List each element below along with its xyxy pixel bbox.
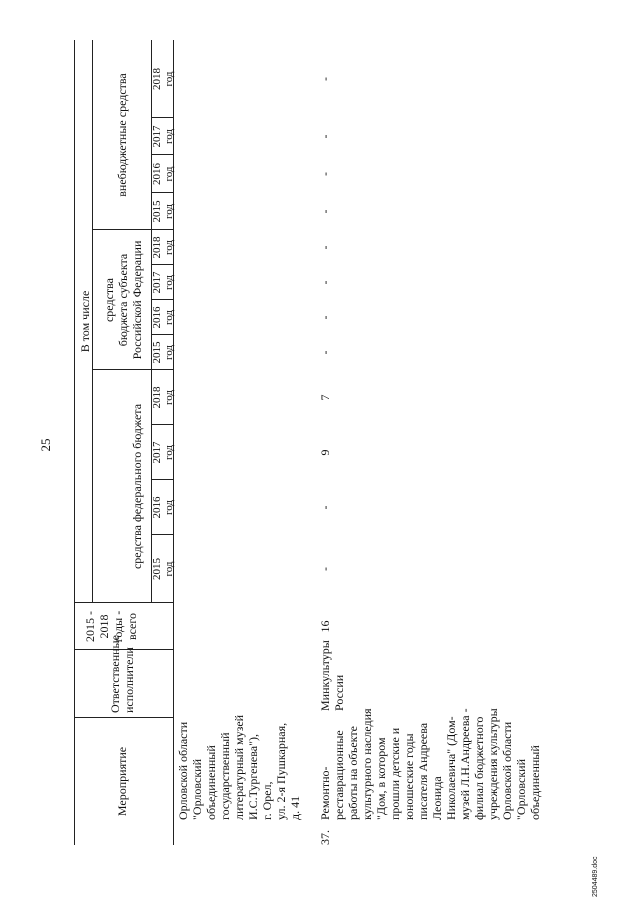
header-executors: Ответственные исполнители <box>108 635 136 713</box>
header-federal: средства федерального бюджета <box>130 403 144 570</box>
header-extrabudget: внебюджетные средства <box>115 73 129 197</box>
rotated-page: 25 Мероприятие Ответственные исполнители 2015 - 2018 годы - всего В том числе средства федерального бюджета средства бюджета субъекта Российской Федерации внебюджетные средства 2015 год 2016 год 2017 год 2018 год 2015 год 2016 год 2017 год 2018 год 2015 год 2016 год 2017 год 2018 год Орловской области "Орловский объединенный государственный литературный музей И.С.Тургенева"), г. Орел, ул. 2-я Пушкарная, д. 41 37. Ремонтно- реставрационные работы на объекте культурного наследия "Дом, в котором прошли детские и юношеские годы писателя Андреева Леонида Николаевича" (Дом- музей Л.Н.Андреева - филиал бюджетного учреждения культуры Орловской области "Орловский объединенный Минкультуры России 16 - - 9 7 - - - - - - - - 2504489.doc <box>0 0 640 905</box>
row37-total: 16 <box>318 620 332 633</box>
page-number: 25 <box>38 438 53 452</box>
row-number: 37. <box>318 830 332 845</box>
footer-code: 2504489.doc <box>592 856 599 897</box>
header-event: Мероприятие <box>115 746 129 817</box>
header-including: В том числе <box>78 290 92 353</box>
